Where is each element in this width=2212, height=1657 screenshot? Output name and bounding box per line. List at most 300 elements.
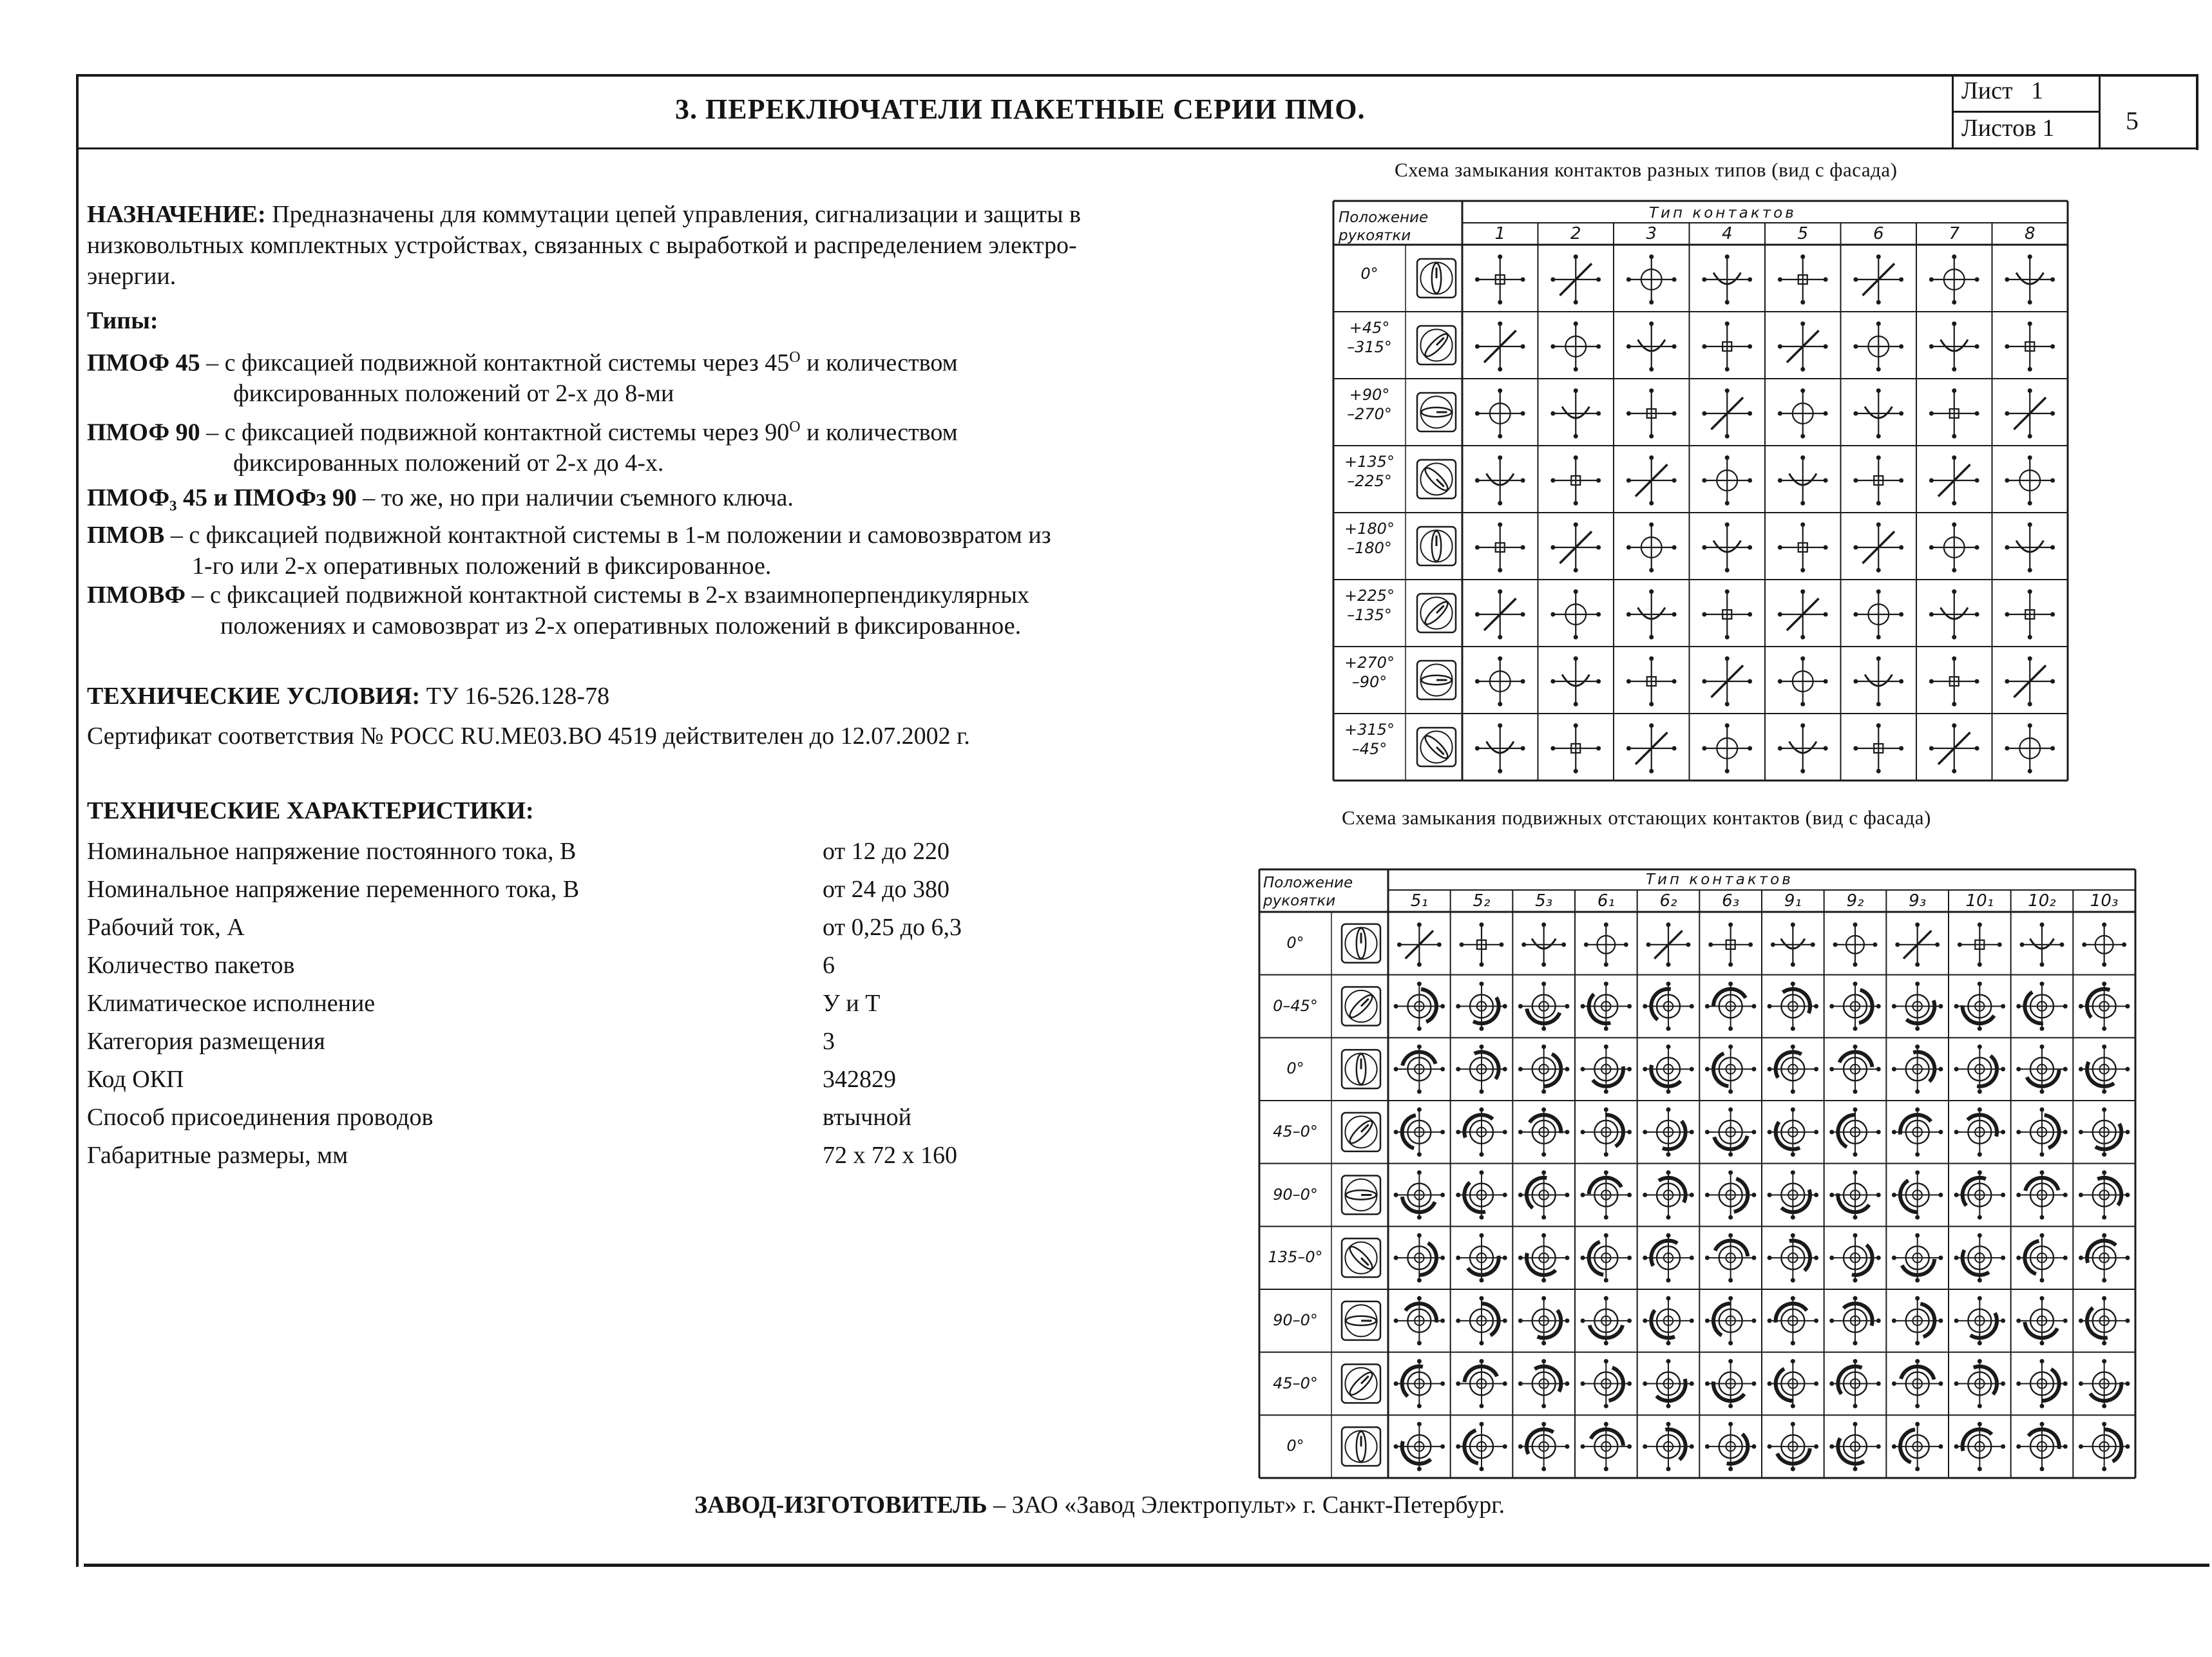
contact-symbol-icon — [1626, 656, 1677, 706]
contact-symbol-icon — [1475, 254, 1525, 305]
diagram1-grid — [1333, 201, 2068, 781]
spec-value: от 12 до 220 — [823, 838, 949, 865]
sheet-label — [1961, 77, 2043, 106]
row-label-b: –90° — [1351, 673, 1387, 691]
lagging-contact-icon — [1581, 1296, 1632, 1346]
spec-row — [87, 1103, 1053, 1141]
row-label-a: +225° — [1344, 587, 1395, 605]
lagging-contact-icon — [1892, 1108, 1943, 1157]
lagging-contact-icon — [2079, 1233, 2130, 1283]
manufacturer-label: ЗАВОД-ИЗГОТОВИТЕЛЬ — [694, 1491, 987, 1519]
lagging-contact-icon — [1829, 981, 1881, 1031]
lagging-contact-icon — [1643, 981, 1694, 1031]
diagram2-column-number: 6₂ — [1659, 891, 1677, 911]
contact-symbol-icon — [1475, 388, 1525, 439]
handle-position-icon — [1342, 1302, 1380, 1340]
diagram2-row-label: 90–0° — [1273, 1185, 1318, 1204]
lagging-contact-icon — [2079, 1422, 2130, 1472]
lagging-contact-icon — [1456, 1233, 1507, 1283]
spec-label: Номинальное напряжение постоянного тока, В — [87, 838, 577, 865]
spec-value: 342829 — [823, 1066, 896, 1093]
type-desc-tail: и количеством — [800, 419, 958, 446]
lagging-contact-icon — [1643, 1296, 1694, 1346]
contact-symbol-icon — [1626, 522, 1677, 573]
sheet-value: 1 — [2031, 77, 2044, 104]
contact-symbol-icon — [1702, 254, 1752, 305]
spec-label: Климатическое исполнение — [87, 990, 376, 1017]
lagging-contact-icon — [1394, 1108, 1445, 1157]
contact-symbol-icon — [2005, 723, 2055, 773]
lagging-contact-icon — [1892, 1045, 1943, 1094]
lagging-contact-icon — [1518, 1359, 1570, 1408]
contact-symbol-icon — [2082, 922, 2126, 967]
contact-symbol-icon — [2005, 455, 2055, 506]
spec-label: Габаритные размеры, мм — [87, 1142, 348, 1169]
contact-symbol-icon — [1475, 656, 1525, 706]
spec-value: от 0,25 до 6,3 — [823, 914, 962, 941]
diagram1-column-number: 1 — [1494, 224, 1506, 243]
lagging-contact-icon — [2079, 1045, 2130, 1094]
lagging-contact-icon — [1768, 1359, 1819, 1408]
type-desc: – с фиксацией подвижной контактной системы через 45 — [206, 349, 790, 377]
lagging-contact-icon — [1829, 1045, 1881, 1094]
row-label-b: –45° — [1351, 740, 1387, 758]
lagging-contact-icon — [2079, 1359, 2130, 1408]
contact-symbol-icon — [2005, 522, 2055, 573]
lagging-contact-icon — [1954, 1045, 2006, 1094]
lagging-contact-icon — [1518, 981, 1570, 1031]
lagging-contact-icon — [1954, 1170, 2006, 1220]
contact-symbol-icon — [1853, 455, 1903, 506]
contact-symbol-icon — [1584, 922, 1628, 967]
lagging-contact-icon — [1892, 1296, 1943, 1346]
contact-symbol-icon — [1550, 388, 1601, 439]
handle-position-icon — [1342, 1113, 1380, 1151]
lagging-contact-icon — [1768, 1045, 1819, 1094]
diagram2-column-number: 10₂ — [2028, 891, 2056, 911]
handle-position-icon — [1342, 1050, 1380, 1088]
lagging-contact-icon — [1394, 1045, 1445, 1094]
contact-symbol-icon — [1702, 589, 1752, 639]
type-desc: – с фиксацией подвижной контактной системы в 2-х взаимноперпендикулярных — [191, 582, 1029, 609]
lagging-contact-icon — [1705, 1045, 1757, 1094]
spec-row — [87, 951, 1053, 989]
diagram1-row-label — [1335, 385, 1404, 424]
contact-symbol-icon — [1778, 656, 1828, 706]
spec-value: 6 — [823, 952, 835, 979]
contact-symbol-icon — [1475, 522, 1525, 573]
lagging-contact-icon — [1954, 1108, 2006, 1157]
lagging-contact-icon — [1518, 1233, 1570, 1283]
contact-symbol-icon — [1397, 922, 1442, 967]
lagging-contact-icon — [2079, 981, 2130, 1031]
type-name: ПМОВ — [87, 522, 165, 549]
contact-symbol-icon — [1929, 388, 1979, 439]
lagging-contact-icon — [1892, 1422, 1943, 1472]
diagram1-column-number: 2 — [1570, 224, 1581, 243]
lagging-contact-icon — [2016, 1359, 2068, 1408]
contact-symbol-icon — [1708, 922, 1753, 967]
contact-symbol-icon — [1778, 321, 1828, 372]
lagging-contact-icon — [1394, 1359, 1445, 1408]
handle-position-icon — [1417, 259, 1456, 298]
diagram2-column-number: 5₂ — [1473, 891, 1491, 911]
contact-symbol-icon — [1853, 321, 1903, 372]
contact-symbol-icon — [1853, 388, 1903, 439]
lagging-contact-icon — [1954, 1296, 2006, 1346]
purpose-text1: Предназначены для коммутации цепей управления, сигнализации и защиты в — [272, 201, 1081, 228]
lagging-contact-icon — [1892, 1359, 1943, 1408]
diagram2-column-number: 9₂ — [1846, 891, 1864, 911]
lagging-contact-icon — [1643, 1233, 1694, 1283]
row-label-a: +270° — [1344, 654, 1395, 672]
diagram1-row-label — [1335, 452, 1404, 491]
row-label-a: 0° — [1360, 265, 1378, 283]
lagging-contact-icon — [1518, 1170, 1570, 1220]
lagging-contact-icon — [1456, 981, 1507, 1031]
diagram2-column-number: 5₁ — [1410, 891, 1428, 911]
contact-symbol-icon — [1702, 388, 1752, 439]
diagram2-row-label: 0° — [1286, 933, 1304, 952]
contact-symbol-icon — [1853, 254, 1903, 305]
type-name: ПМОФ 90 — [87, 419, 200, 446]
diagram1-row-label — [1335, 318, 1404, 357]
contact-symbol-icon — [1929, 522, 1979, 573]
lagging-contact-icon — [1581, 1170, 1632, 1220]
sheets-label-text: Листов — [1961, 115, 2037, 142]
diagram1-row-label — [1335, 264, 1404, 283]
contact-symbol-icon — [2005, 656, 2055, 706]
type-desc: – с фиксацией подвижной контактной системы в 1-м положении и самовозвратом из — [170, 522, 1051, 549]
lagging-contact-icon — [1456, 1296, 1507, 1346]
manufacturer-text: – ЗАО «Завод Электропульт» г. Санкт-Петербург. — [987, 1491, 1505, 1519]
contact-symbol-icon — [1702, 455, 1752, 506]
sheet-label-text: Лист — [1961, 77, 2013, 104]
lagging-contact-icon — [1768, 1233, 1819, 1283]
diagram2-row-label: 135–0° — [1268, 1248, 1323, 1267]
lagging-contact-icon — [1643, 1108, 1694, 1157]
type-name: ПМОФ 45 — [87, 349, 200, 377]
specs-table — [87, 837, 1053, 1185]
purpose-heading: НАЗНАЧЕНИЕ: — [87, 201, 266, 228]
lagging-contact-icon — [1456, 1170, 1507, 1220]
lagging-contact-icon — [2016, 1108, 2068, 1157]
handle-position-icon — [1417, 728, 1456, 766]
contact-symbol-icon — [1702, 723, 1752, 773]
spec-row — [87, 837, 1053, 875]
contact-symbol-icon — [1646, 922, 1691, 967]
row-label-b: –180° — [1347, 539, 1392, 557]
spec-label: Количество пакетов — [87, 952, 295, 979]
contact-symbol-icon — [1550, 455, 1601, 506]
lagging-contact-icon — [1394, 981, 1445, 1031]
type-item — [87, 582, 1029, 610]
diagram2-column-number: 9₁ — [1784, 891, 1802, 911]
contact-symbol-icon — [1521, 922, 1566, 967]
type-item — [87, 522, 1051, 550]
spec-label: Код ОКП — [87, 1066, 184, 1093]
lagging-contact-icon — [1768, 1108, 1819, 1157]
contact-symbol-icon — [1778, 388, 1828, 439]
manufacturer — [694, 1491, 1505, 1520]
spec-row — [87, 1065, 1053, 1103]
purpose-line1 — [87, 201, 1081, 229]
contact-symbol-icon — [2020, 922, 2064, 967]
diagram2-header-position: Положение рукоятки — [1263, 875, 1353, 909]
contact-symbol-icon — [2005, 254, 2055, 305]
diagram2-row-label: 45–0° — [1273, 1122, 1318, 1141]
diagram1-row-label — [1335, 586, 1404, 625]
lagging-contact-icon — [1456, 1359, 1507, 1408]
diagram2-svg — [1259, 869, 2135, 1478]
spec-label: Номинальное напряжение переменного тока, В — [87, 876, 580, 903]
lagging-contact-icon — [1518, 1045, 1570, 1094]
contact-symbol-icon — [1929, 589, 1979, 639]
spec-row — [87, 1027, 1053, 1065]
lagging-contact-icon — [1768, 1296, 1819, 1346]
handle-position-icon — [1342, 1427, 1380, 1466]
lagging-contact-icon — [1829, 1422, 1881, 1472]
lagging-contact-icon — [1581, 1045, 1632, 1094]
lagging-contact-icon — [1705, 1296, 1757, 1346]
lagging-contact-icon — [1705, 1359, 1757, 1408]
lagging-contact-icon — [2079, 1108, 2130, 1157]
diagram1-header-type: Тип контактов — [1649, 205, 1797, 222]
contact-symbol-icon — [1702, 321, 1752, 372]
type-item — [87, 484, 794, 513]
lagging-contact-icon — [1456, 1422, 1507, 1472]
type-desc: – с фиксацией подвижной контактной системы через 90 — [206, 419, 790, 446]
contact-symbol-icon — [1550, 321, 1601, 372]
contact-symbol-icon — [1702, 656, 1752, 706]
handle-position-icon — [1342, 1176, 1380, 1215]
handle-position-icon — [1342, 987, 1380, 1026]
contact-symbol-icon — [1626, 455, 1677, 506]
lagging-contact-icon — [1643, 1045, 1694, 1094]
lagging-contact-icon — [1705, 1422, 1757, 1472]
lagging-contact-icon — [1892, 1233, 1943, 1283]
spec-value: У и Т — [823, 990, 881, 1017]
lagging-contact-icon — [1394, 1233, 1445, 1283]
lagging-contact-icon — [2016, 981, 2068, 1031]
spec-value: втычной — [823, 1104, 911, 1131]
lagging-contact-icon — [2079, 1170, 2130, 1220]
contact-symbol-icon — [1475, 723, 1525, 773]
contact-symbol-icon — [1853, 522, 1903, 573]
contact-symbol-icon — [1550, 723, 1601, 773]
contact-symbol-icon — [1702, 522, 1752, 573]
frame-right — [2196, 74, 2198, 150]
spec-label: Категория размещения — [87, 1028, 325, 1055]
purpose-line2: низковольтных комплектных устройствах, связанных с выработкой и распределением электро- — [87, 232, 1077, 259]
lagging-contact-icon — [1829, 1170, 1881, 1220]
diagram2-row-label: 90–0° — [1273, 1311, 1318, 1329]
contact-symbol-icon — [1929, 321, 1979, 372]
diagram2-row-label: 0–45° — [1273, 996, 1318, 1015]
lagging-contact-icon — [1643, 1170, 1694, 1220]
lagging-contact-icon — [1829, 1108, 1881, 1157]
row-label-b: –270° — [1347, 405, 1392, 423]
lagging-contact-icon — [1456, 1108, 1507, 1157]
diagram2-grid — [1259, 869, 2135, 1478]
diagram1-row-label — [1335, 653, 1404, 692]
spec-label: Рабочий ток, А — [87, 914, 245, 941]
lagging-contact-icon — [2016, 1170, 2068, 1220]
lagging-contact-icon — [1518, 1422, 1570, 1472]
contact-symbol-icon — [2005, 321, 2055, 372]
tech-conditions-value: ТУ 16-526.128-78 — [426, 683, 610, 710]
contact-symbol-icon — [1778, 522, 1828, 573]
type-item-line2: фиксированных положений от 2-х до 8-ми — [233, 380, 674, 407]
contact-symbol-icon — [1853, 723, 1903, 773]
frame-bottom — [84, 1564, 2209, 1567]
lagging-contact-icon — [2016, 1045, 2068, 1094]
type-name: ПМОФ₃ 45 и ПМОФз 90 — [87, 484, 357, 511]
handle-position-icon — [1342, 924, 1380, 963]
diagram1-column-number: 5 — [1797, 224, 1809, 243]
lagging-contact-icon — [1705, 1170, 1757, 1220]
diagram1-column-number: 6 — [1873, 224, 1884, 243]
contact-symbol-icon — [1771, 922, 1815, 967]
contact-symbol-icon — [1929, 723, 1979, 773]
lagging-contact-icon — [2016, 1296, 2068, 1346]
diagram1-column-number: 3 — [1646, 224, 1657, 243]
lagging-contact-icon — [1892, 981, 1943, 1031]
handle-position-icon — [1342, 1238, 1380, 1277]
lagging-contact-icon — [1768, 1422, 1819, 1472]
contact-symbol-icon — [1475, 589, 1525, 639]
contact-symbol-icon — [1460, 922, 1504, 967]
contact-symbol-icon — [1853, 589, 1903, 639]
contact-symbol-icon — [1626, 388, 1677, 439]
page-number: 5 — [2126, 106, 2139, 135]
lagging-contact-icon — [2016, 1233, 2068, 1283]
lagging-contact-icon — [1705, 981, 1757, 1031]
diagram2-header-type: Тип контактов — [1646, 871, 1793, 888]
spec-row — [87, 875, 1053, 913]
contact-symbol-icon — [1778, 589, 1828, 639]
lagging-contact-icon — [1581, 1233, 1632, 1283]
lagging-contact-icon — [1456, 1045, 1507, 1094]
lagging-contact-icon — [1768, 981, 1819, 1031]
type-desc-tail: и количеством — [800, 349, 958, 377]
row-label-a: +90° — [1349, 386, 1390, 404]
contact-symbol-icon — [1853, 656, 1903, 706]
stamp-border — [1952, 111, 2100, 113]
contact-symbol-icon — [1626, 254, 1677, 305]
tech-conditions — [87, 683, 609, 711]
lagging-contact-icon — [2079, 1296, 2130, 1346]
lagging-contact-icon — [1394, 1296, 1445, 1346]
type-sup: О — [789, 419, 801, 435]
types-heading: Типы: — [87, 307, 158, 334]
contact-symbol-icon — [1550, 656, 1601, 706]
diagram1-caption: Схема замыкания контактов разных типов (вид с фасада) — [1395, 158, 1898, 181]
diagram1-svg — [1333, 201, 2068, 781]
diagram1-row-label — [1335, 720, 1404, 759]
lagging-contact-icon — [1643, 1359, 1694, 1408]
spec-value: 3 — [823, 1028, 835, 1055]
lagging-contact-icon — [1954, 1359, 2006, 1408]
lagging-contact-icon — [1643, 1422, 1694, 1472]
spec-label: Способ присоединения проводов — [87, 1104, 434, 1131]
contact-symbol-icon — [1626, 723, 1677, 773]
page-title: 3. ПЕРЕКЛЮЧАТЕЛИ ПАКЕТНЫЕ СЕРИИ ПМО. — [675, 93, 1366, 125]
spec-value: 72 х 72 х 160 — [823, 1142, 957, 1169]
type-item — [87, 349, 958, 377]
header-divider — [76, 147, 2198, 149]
type-item-line2: положениях и самовозврат из 2-х оперативных положений в фиксированное. — [220, 612, 1022, 639]
lagging-contact-icon — [1829, 1233, 1881, 1283]
row-label-a: +315° — [1344, 721, 1395, 739]
lagging-contact-icon — [1581, 981, 1632, 1031]
spec-row — [87, 1141, 1053, 1179]
contact-symbol-icon — [1778, 723, 1828, 773]
diagram1-row-label — [1335, 519, 1404, 558]
handle-position-icon — [1417, 326, 1456, 365]
diagram2-column-number: 5₃ — [1535, 891, 1553, 911]
diagram2-row-label: 0° — [1286, 1059, 1304, 1078]
diagram2-column-number: 6₃ — [1722, 891, 1740, 911]
contact-symbol-icon — [1626, 589, 1677, 639]
diagram2-row-label: 0° — [1286, 1437, 1304, 1455]
diagram2-column-number: 10₁ — [1965, 891, 1994, 911]
spec-row — [87, 989, 1053, 1027]
diagram2-column-number: 6₁ — [1597, 891, 1615, 911]
row-label-a: +135° — [1344, 453, 1395, 471]
row-label-b: –315° — [1347, 338, 1392, 356]
type-item-line2: фиксированных положений от 2-х до 4-х. — [233, 450, 664, 477]
contact-symbol-icon — [1929, 656, 1979, 706]
diagram2-caption: Схема замыкания подвижных отстающих контактов (вид с фасада) — [1342, 806, 1931, 829]
contact-symbol-icon — [1550, 254, 1601, 305]
certificate: Сертификат соответствия № РОСС RU.МЕ03.ВО 4519 действителен до 12.07.2002 г. — [87, 723, 970, 750]
lagging-contact-icon — [1954, 1422, 2006, 1472]
lagging-contact-icon — [1954, 981, 2006, 1031]
lagging-contact-icon — [1581, 1422, 1632, 1472]
contact-symbol-icon — [1778, 455, 1828, 506]
lagging-contact-icon — [1705, 1108, 1757, 1157]
contact-symbol-icon — [1833, 922, 1878, 967]
contact-symbol-icon — [2005, 589, 2055, 639]
contact-symbol-icon — [1895, 922, 1940, 967]
frame-top — [76, 74, 2198, 77]
lagging-contact-icon — [1581, 1359, 1632, 1408]
diagram2-column-number: 10₃ — [2090, 891, 2119, 911]
contact-symbol-icon — [1475, 455, 1525, 506]
diagram1-column-number: 8 — [2024, 224, 2036, 243]
lagging-contact-icon — [1829, 1359, 1881, 1408]
spec-value: от 24 до 380 — [823, 876, 949, 903]
handle-position-icon — [1417, 527, 1456, 565]
handle-position-icon — [1417, 460, 1456, 498]
lagging-contact-icon — [1518, 1296, 1570, 1346]
lagging-contact-icon — [1518, 1108, 1570, 1157]
contact-symbol-icon — [1958, 922, 2002, 967]
handle-position-icon — [1417, 661, 1456, 699]
lagging-contact-icon — [2016, 1422, 2068, 1472]
lagging-contact-icon — [1954, 1233, 2006, 1283]
type-name: ПМОВФ — [87, 582, 186, 609]
sheets-value: 1 — [2042, 115, 2055, 142]
lagging-contact-icon — [1829, 1296, 1881, 1346]
diagram2-row-label: 45–0° — [1273, 1374, 1318, 1392]
diagram2-column-number: 9₃ — [1909, 891, 1927, 911]
contact-symbol-icon — [1475, 321, 1525, 372]
diagram1-column-number: 4 — [1721, 224, 1733, 243]
handle-position-icon — [1417, 393, 1456, 431]
lagging-contact-icon — [1394, 1170, 1445, 1220]
